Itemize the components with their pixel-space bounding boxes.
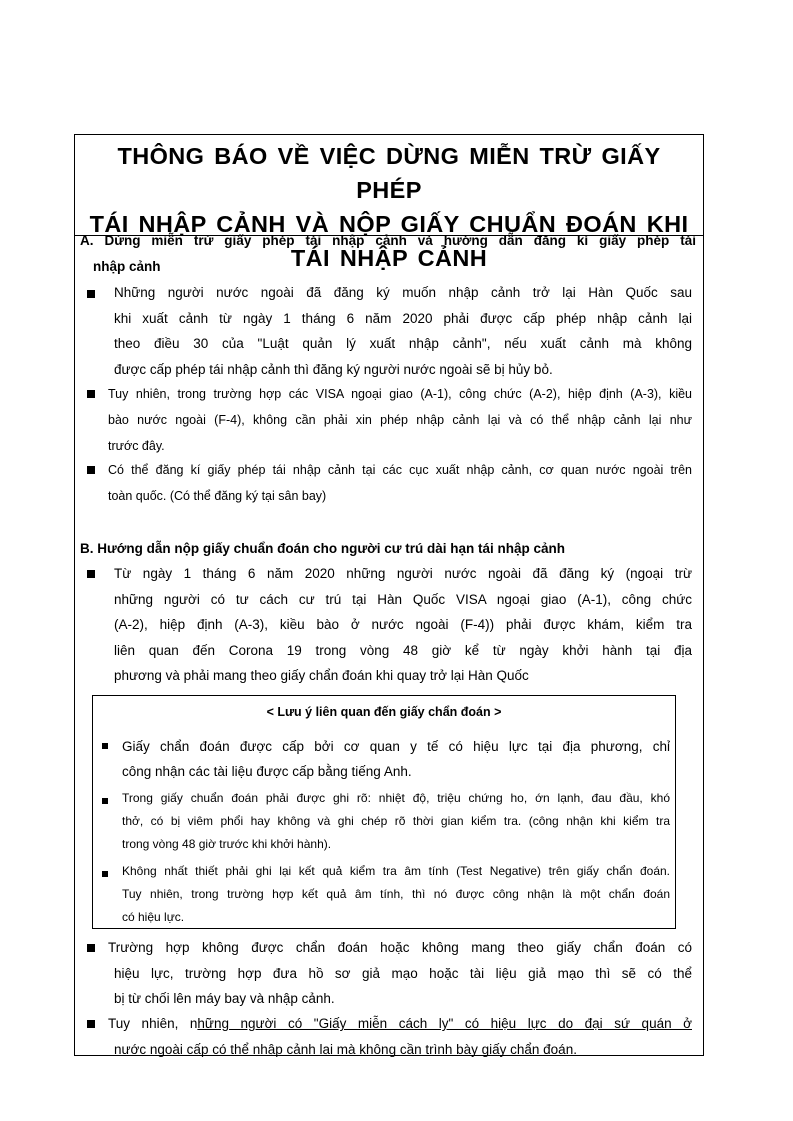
text-line: phương và phải mang theo giấy chẩn đoán khi quay trở lại Hàn Quốc	[114, 668, 529, 683]
section-b-heading	[80, 536, 696, 562]
section-b-bullet-3	[108, 1011, 692, 1062]
text-line: Trường hợp không được chẩn đoán hoặc không mang theo giấy chẩn đoán có	[108, 940, 692, 955]
note-title: < Lưu ý liên quan đến giấy chẩn đoán >	[266, 705, 502, 719]
section-b-bullet-1	[114, 561, 692, 689]
bullet-icon	[102, 798, 108, 804]
underlined-text: hững người có "Giấy miễn cách ly" có hiệu lực do đại sứ quán ở	[197, 1016, 692, 1031]
text-line: Trong giấy chuẩn đoán phải được ghi rõ: nhiệt độ, triệu chứng ho, ớn lạnh, đau đầu, khó	[122, 791, 670, 805]
section-a-bullet-3	[108, 457, 692, 509]
section-a-heading-line-2: nhập cảnh	[93, 258, 161, 274]
text-line: bị từ chối lên máy bay và nhập cảnh.	[114, 991, 335, 1006]
section-a-bullet-2	[108, 381, 692, 459]
bullet-icon	[87, 466, 95, 474]
text-line: bào nước ngoài (F-4), không cần phải xin phép nhập cảnh lại và có thể nhập cảnh lại như	[108, 413, 692, 427]
text-line: Giấy chẩn đoán được cấp bởi cơ quan y tế có hiệu lực tại địa phương, chỉ	[122, 739, 670, 754]
text-line: những người có tư cách cư trú tại Hàn Quốc VISA ngoại giao (A-1), công chức	[114, 591, 692, 607]
note-item-3	[122, 860, 670, 929]
title-line-1: THÔNG BÁO VỀ VIỆC DỪNG MIỄN TRỪ GIẤY PHÉP	[117, 143, 661, 203]
text-line: Những người nước ngoài đã đăng ký muốn nhập cảnh trở lại Hàn Quốc sau	[114, 285, 692, 300]
title-line-2: TÁI NHẬP CẢNH VÀ NỘP GIẤY CHUẨN ĐOÁN KHI	[89, 211, 689, 237]
bullet-icon	[87, 570, 95, 578]
section-b-heading-text: B. Hướng dẫn nộp giấy chuẩn đoán cho người cư trú dài hạn tái nhập cảnh	[80, 541, 566, 556]
bullet-icon	[87, 290, 95, 298]
bullet-icon	[87, 1020, 95, 1028]
text-line: công nhận các tài liệu được cấp bằng tiếng Anh.	[122, 764, 412, 779]
text-line: (A-2), hiệp định (A-3), kiều bào ở nước ngoài (F-4)) phải được khám, kiểm tra	[114, 617, 692, 632]
text-line: Có thể đăng kí giấy phép tái nhập cảnh tại các cục xuất nhập cảnh, cơ quan nước ngoài trên	[108, 463, 692, 477]
underlined-text: nước ngoài cấp có thể nhập cảnh lại mà không cần trình bày giấy chẩn đoán.	[114, 1041, 577, 1057]
text-line: được cấp phép tái nhập cảnh thì đăng ký người nước ngoài sẽ bị hủy bỏ.	[114, 361, 553, 377]
text-line: khi xuất cảnh từ ngày 1 tháng 6 năm 2020 phải được cấp phép nhập cảnh lại	[114, 310, 692, 326]
text-line: theo điều 30 của "Luật quản lý xuất nhập cảnh", nếu xuất cảnh mà không	[114, 336, 692, 351]
note-item-2	[122, 787, 670, 856]
text-line: Tuy nhiên, trong trường hợp kết quả âm tính, thì nó được công nhận là một chẩn đoán	[122, 887, 670, 901]
section-b-bullet-2	[108, 935, 692, 1012]
text-line: toàn quốc. (Có thể đăng ký tại sân bay)	[108, 489, 327, 503]
bullet-icon	[102, 743, 108, 749]
title-line-3: TÁI NHẬP CẢNH	[290, 245, 488, 271]
bullet-icon	[102, 871, 108, 877]
bullet-icon	[87, 944, 95, 952]
text-line: trước đây.	[108, 439, 165, 453]
text-line: Từ ngày 1 tháng 6 năm 2020 những người nước ngoài đã đăng ký (ngoại trừ	[114, 566, 692, 581]
section-a-heading-line-1: A. Dừng miễn trừ giấy phép tái nhập cảnh và hướng dẫn đăng kí giấy phép tái	[80, 233, 696, 248]
text-line	[108, 1011, 692, 1037]
text-fragment: Tuy nhiên, n	[108, 1016, 198, 1031]
bullet-icon	[87, 390, 95, 398]
section-a-bullet-1	[114, 280, 692, 382]
text-line: thở, có bị viêm phổi hay không và ghi chép rõ thời gian kiểm tra. (công nhận khi kiểm tra	[122, 814, 670, 828]
text-line: có hiệu lực.	[122, 910, 185, 924]
text-line: Không nhất thiết phải ghi lại kết quả kiểm tra âm tính (Test Negative) trên giấy chẩn đoán.	[122, 864, 670, 878]
note-item-1	[122, 734, 670, 784]
text-line: Tuy nhiên, trong trường hợp các VISA ngoại giao (A-1), công chức (A-2), hiệp định (A-3), kiều	[108, 387, 692, 401]
text-line: hiệu lực, trường hợp đưa hồ sơ giả mạo hoặc tài liệu giả mạo thì sẽ có thể	[114, 965, 692, 981]
text-line: trong vòng 48 giờ trước khi khởi hành).	[122, 837, 332, 851]
text-line: liên quan đến Corona 19 trong vòng 48 giờ kể từ ngày khởi hành tại địa	[114, 642, 692, 658]
section-a-heading	[80, 228, 696, 279]
